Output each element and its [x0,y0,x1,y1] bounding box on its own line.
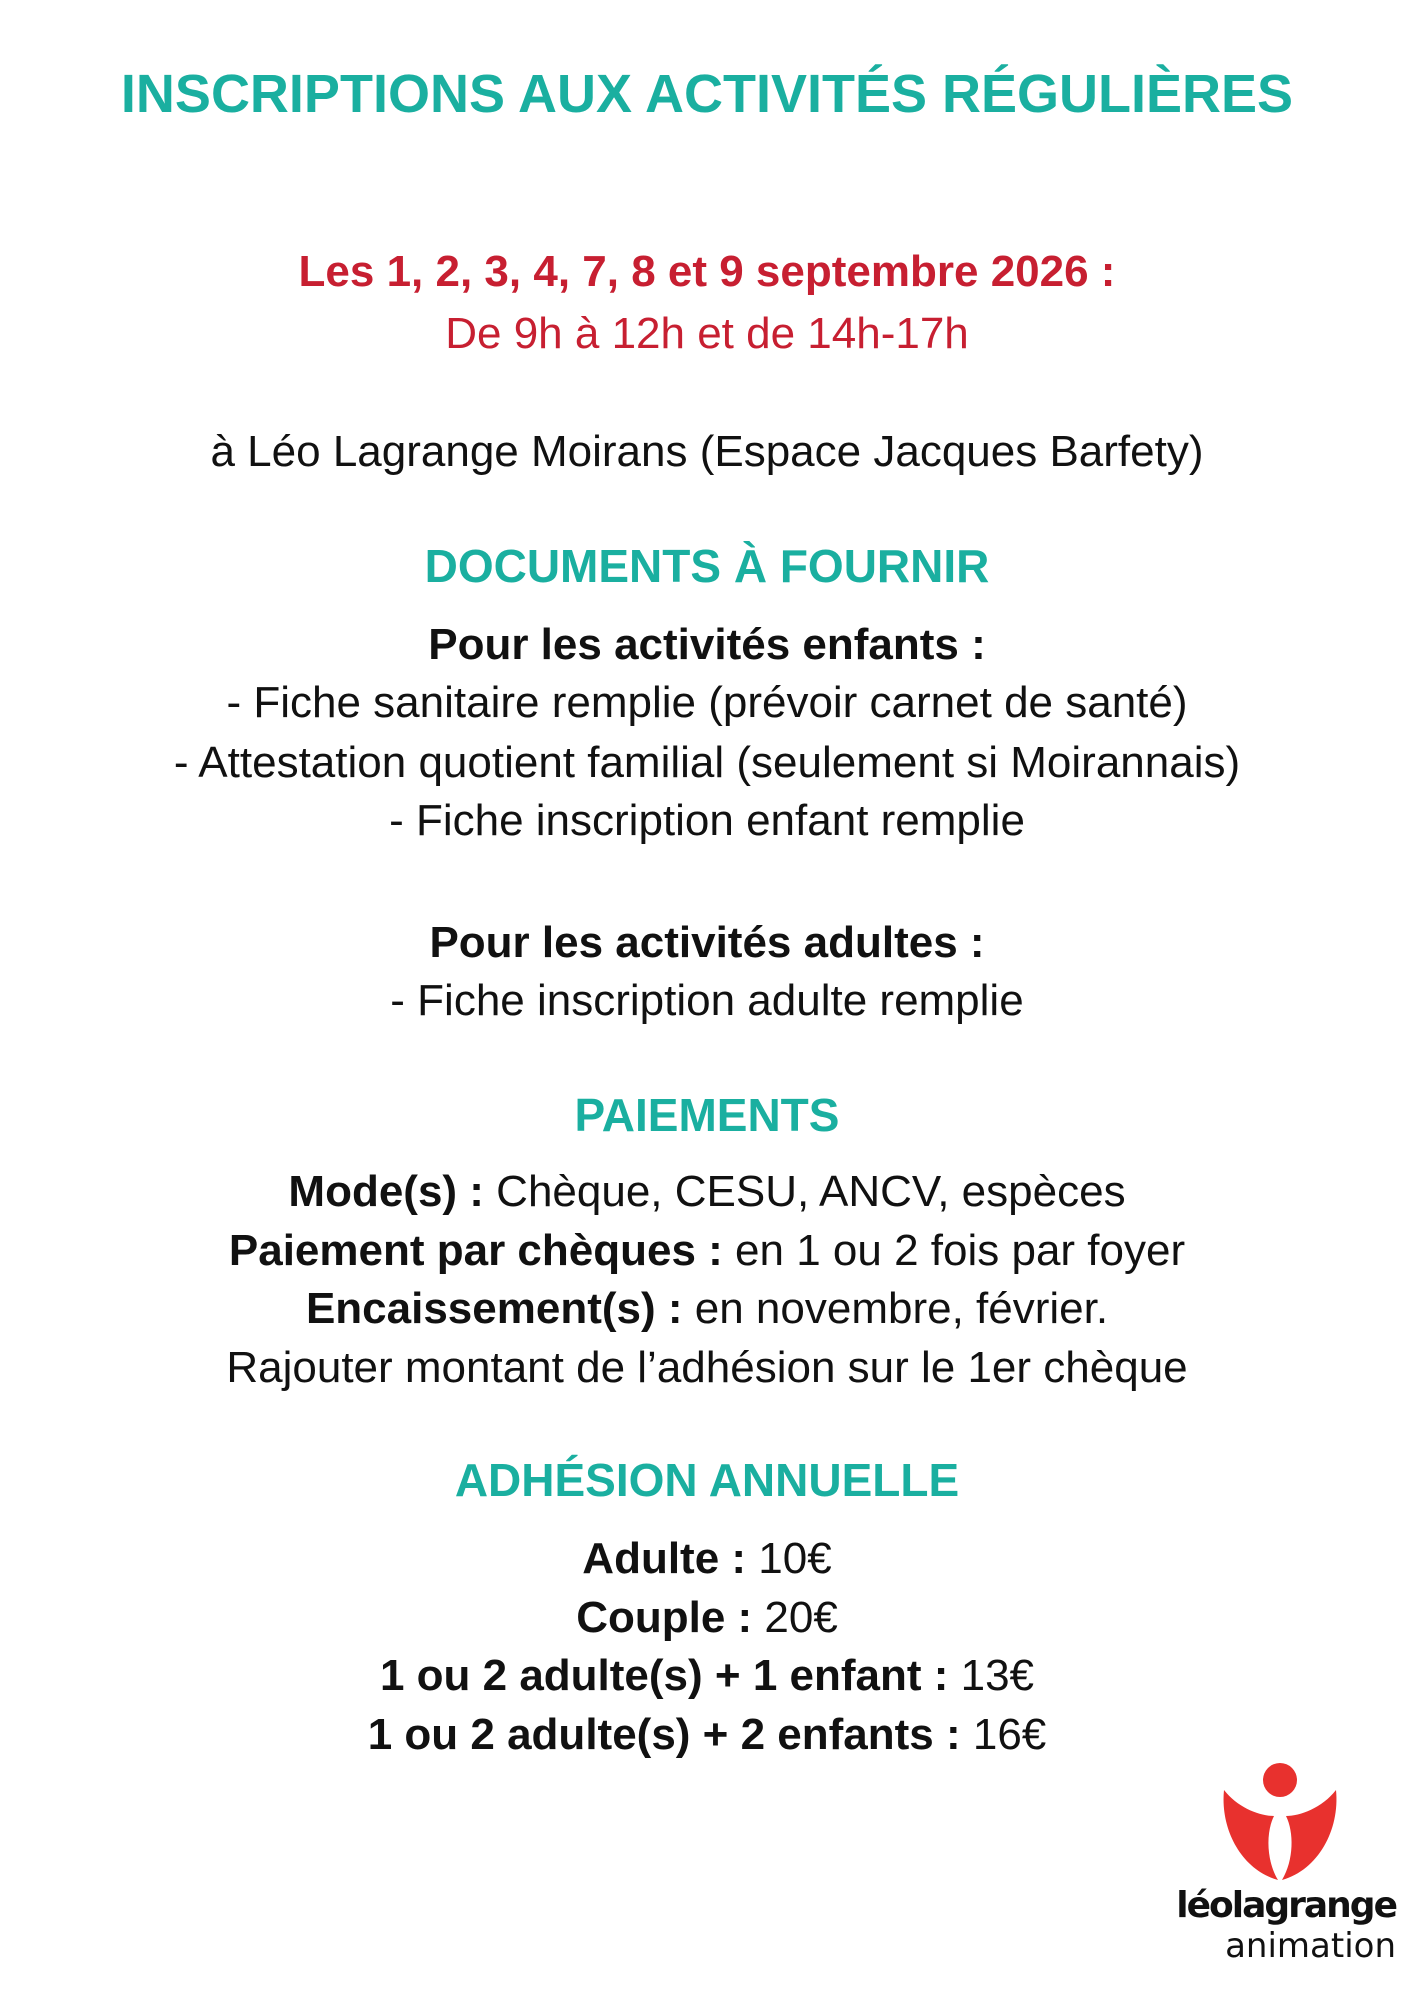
payments-heading: PAIEMENTS [574,1089,840,1141]
membership-row [0,1707,1414,1763]
children-document-item: - Attestation quotient familial (seulement si Moirannais) [173,738,1241,787]
membership-heading: ADHÉSION ANNUELLE [454,1454,960,1506]
payment-cashing-label: Encaissement(s) : [305,1284,683,1333]
membership-price: 20€ [752,1593,838,1642]
children-document-item: - Fiche sanitaire remplie (prévoir carnet de santé) [226,678,1188,727]
page-title: INSCRIPTIONS AUX ACTIVITÉS RÉGULIÈRES [120,64,1294,124]
payment-modes [0,1164,1414,1220]
membership-label: Adulte : [582,1534,747,1583]
payment-cashing [0,1281,1414,1337]
payment-note: Rajouter montant de l’adhésion sur le 1er chèque [226,1343,1188,1392]
membership-row [0,1590,1414,1646]
membership-price: 16€ [960,1710,1047,1759]
adults-documents-heading: Pour les activités adultes : [429,918,985,967]
children-document-item: - Fiche inscription enfant remplie [389,796,1025,845]
logo-name: léolagrange [1176,1885,1396,1926]
membership-row [0,1648,1414,1704]
payment-cheques [0,1223,1414,1279]
children-documents-heading: Pour les activités enfants : [428,620,986,669]
documents-heading: DOCUMENTS À FOURNIR [424,540,990,592]
membership-label: Couple : [576,1593,753,1642]
payment-cheques-value: en 1 ou 2 fois par foyer [722,1226,1186,1275]
membership-label: 1 ou 2 adulte(s) + 1 enfant : [379,1651,949,1700]
membership-price: 13€ [948,1651,1035,1700]
payment-cheques-label: Paiement par chèques : [228,1226,723,1275]
leo-lagrange-logo [1166,1760,1396,1980]
payment-modes-label: Mode(s) : [288,1167,484,1216]
membership-label: 1 ou 2 adulte(s) + 2 enfants : [367,1710,961,1759]
logo-subtitle: animation [1225,1926,1396,1966]
membership-price: 10€ [746,1534,832,1583]
adults-document-item: - Fiche inscription adulte remplie [390,976,1024,1025]
payment-modes-value: Chèque, CESU, ANCV, espèces [483,1167,1126,1216]
registration-dates: Les 1, 2, 3, 4, 7, 8 et 9 septembre 2026 : [298,247,1116,296]
registration-hours: De 9h à 12h et de 14h-17h [445,309,969,358]
registration-location: à Léo Lagrange Moirans (Espace Jacques Barfety) [210,427,1204,476]
membership-row [0,1531,1414,1587]
leo-lagrange-figure-icon [1220,1760,1340,1882]
payment-cashing-value: en novembre, février. [682,1284,1109,1333]
